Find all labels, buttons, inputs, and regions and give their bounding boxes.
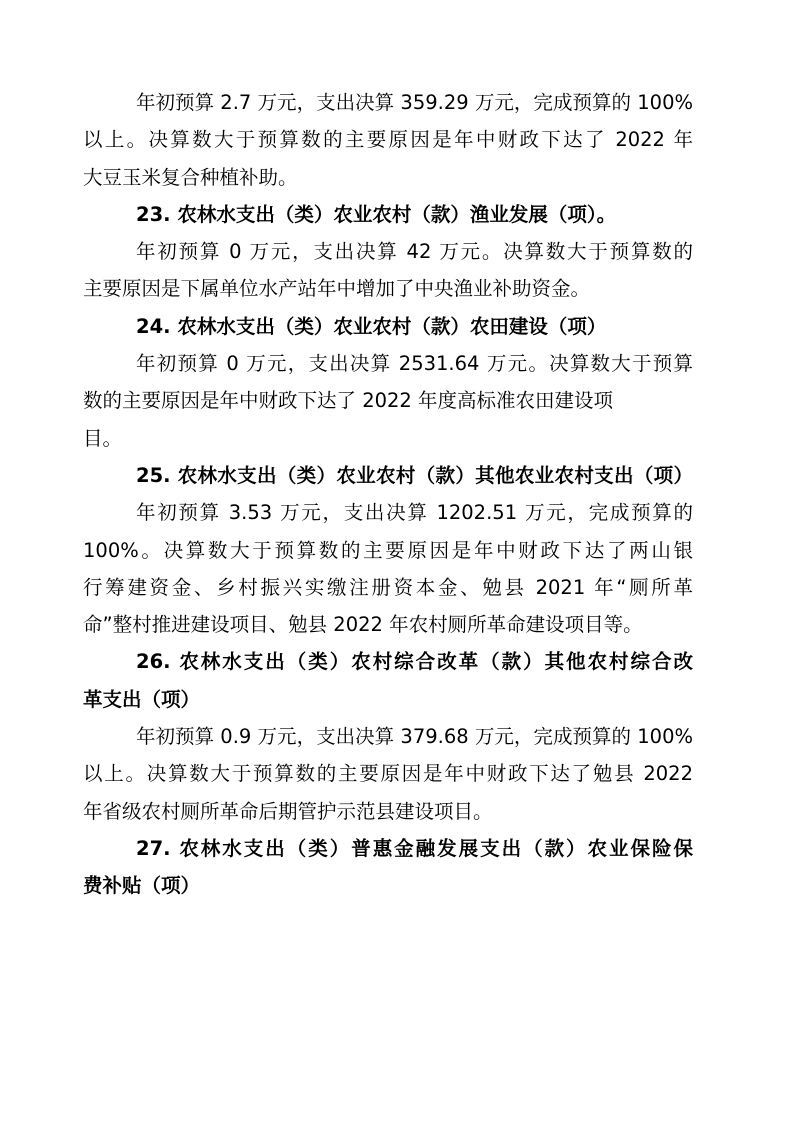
paragraph-line: 年初预算 0.9 万元，支出决算 379.68 万元，完成预算的 100% — [136, 725, 693, 749]
paragraph-line: 以上。决算数大于预算数的主要原因是年中财政下达了 2022 年 — [83, 128, 693, 152]
paragraph-line: 命”整村推进建设项目、勉县 2022 年农村厕所革命建设项目等。 — [83, 613, 643, 637]
paragraph-line: 数的主要原因是年中财政下达了 2022 年度高标准农田建设项 — [83, 389, 614, 413]
paragraph-line: 年初预算 2.7 万元，支出决算 359.29 万元，完成预算的 100% — [136, 91, 693, 114]
paragraph-line: 100%。决算数大于预算数的主要原因是年中财政下达了两山银 — [83, 538, 693, 562]
paragraph-line: 年初预算 3.53 万元，支出决算 1202.51 万元，完成预算的 — [136, 501, 693, 525]
section-heading-25: 25. 农林水支出（类）农业农村（款）其他农业农村支出（项） — [136, 463, 693, 487]
paragraph-line: 年初预算 0 万元，支出决算 42 万元。决算数大于预算数的 — [136, 240, 693, 264]
paragraph-line: 以上。决算数大于预算数的主要原因是年中财政下达了勉县 2022 — [83, 762, 693, 786]
section-heading-26-cont: 革支出（项） — [83, 687, 201, 711]
section-heading-27: 27. 农林水支出（类）普惠金融发展支出（款）农业保险保 — [136, 836, 693, 860]
paragraph-line: 年初预算 0 万元，支出决算 2531.64 万元。决算数大于预算 — [136, 352, 693, 376]
section-heading-23: 23. 农林水支出（类）农业农村（款）渔业发展（项）。 — [136, 202, 617, 226]
section-heading-27-cont: 费补贴（项） — [83, 874, 201, 898]
paragraph-line: 目。 — [83, 426, 123, 450]
paragraph-line: 行筹建资金、乡村振兴实缴注册资本金、勉县 2021 年“厕所革 — [83, 575, 693, 599]
paragraph-line: 主要原因是下属单位水产站年中增加了中央渔业补助资金。 — [83, 277, 591, 301]
paragraph-line: 年省级农村厕所革命后期管护示范县建设项目。 — [83, 799, 493, 823]
document-body — [83, 84, 693, 905]
section-heading-26: 26. 农林水支出（类）农村综合改革（款）其他农村综合改 — [136, 650, 693, 674]
section-heading-24: 24. 农林水支出（类）农业农村（款）农田建设（项） — [136, 314, 607, 338]
paragraph-line: 大豆玉米复合种植补助。 — [83, 165, 298, 189]
